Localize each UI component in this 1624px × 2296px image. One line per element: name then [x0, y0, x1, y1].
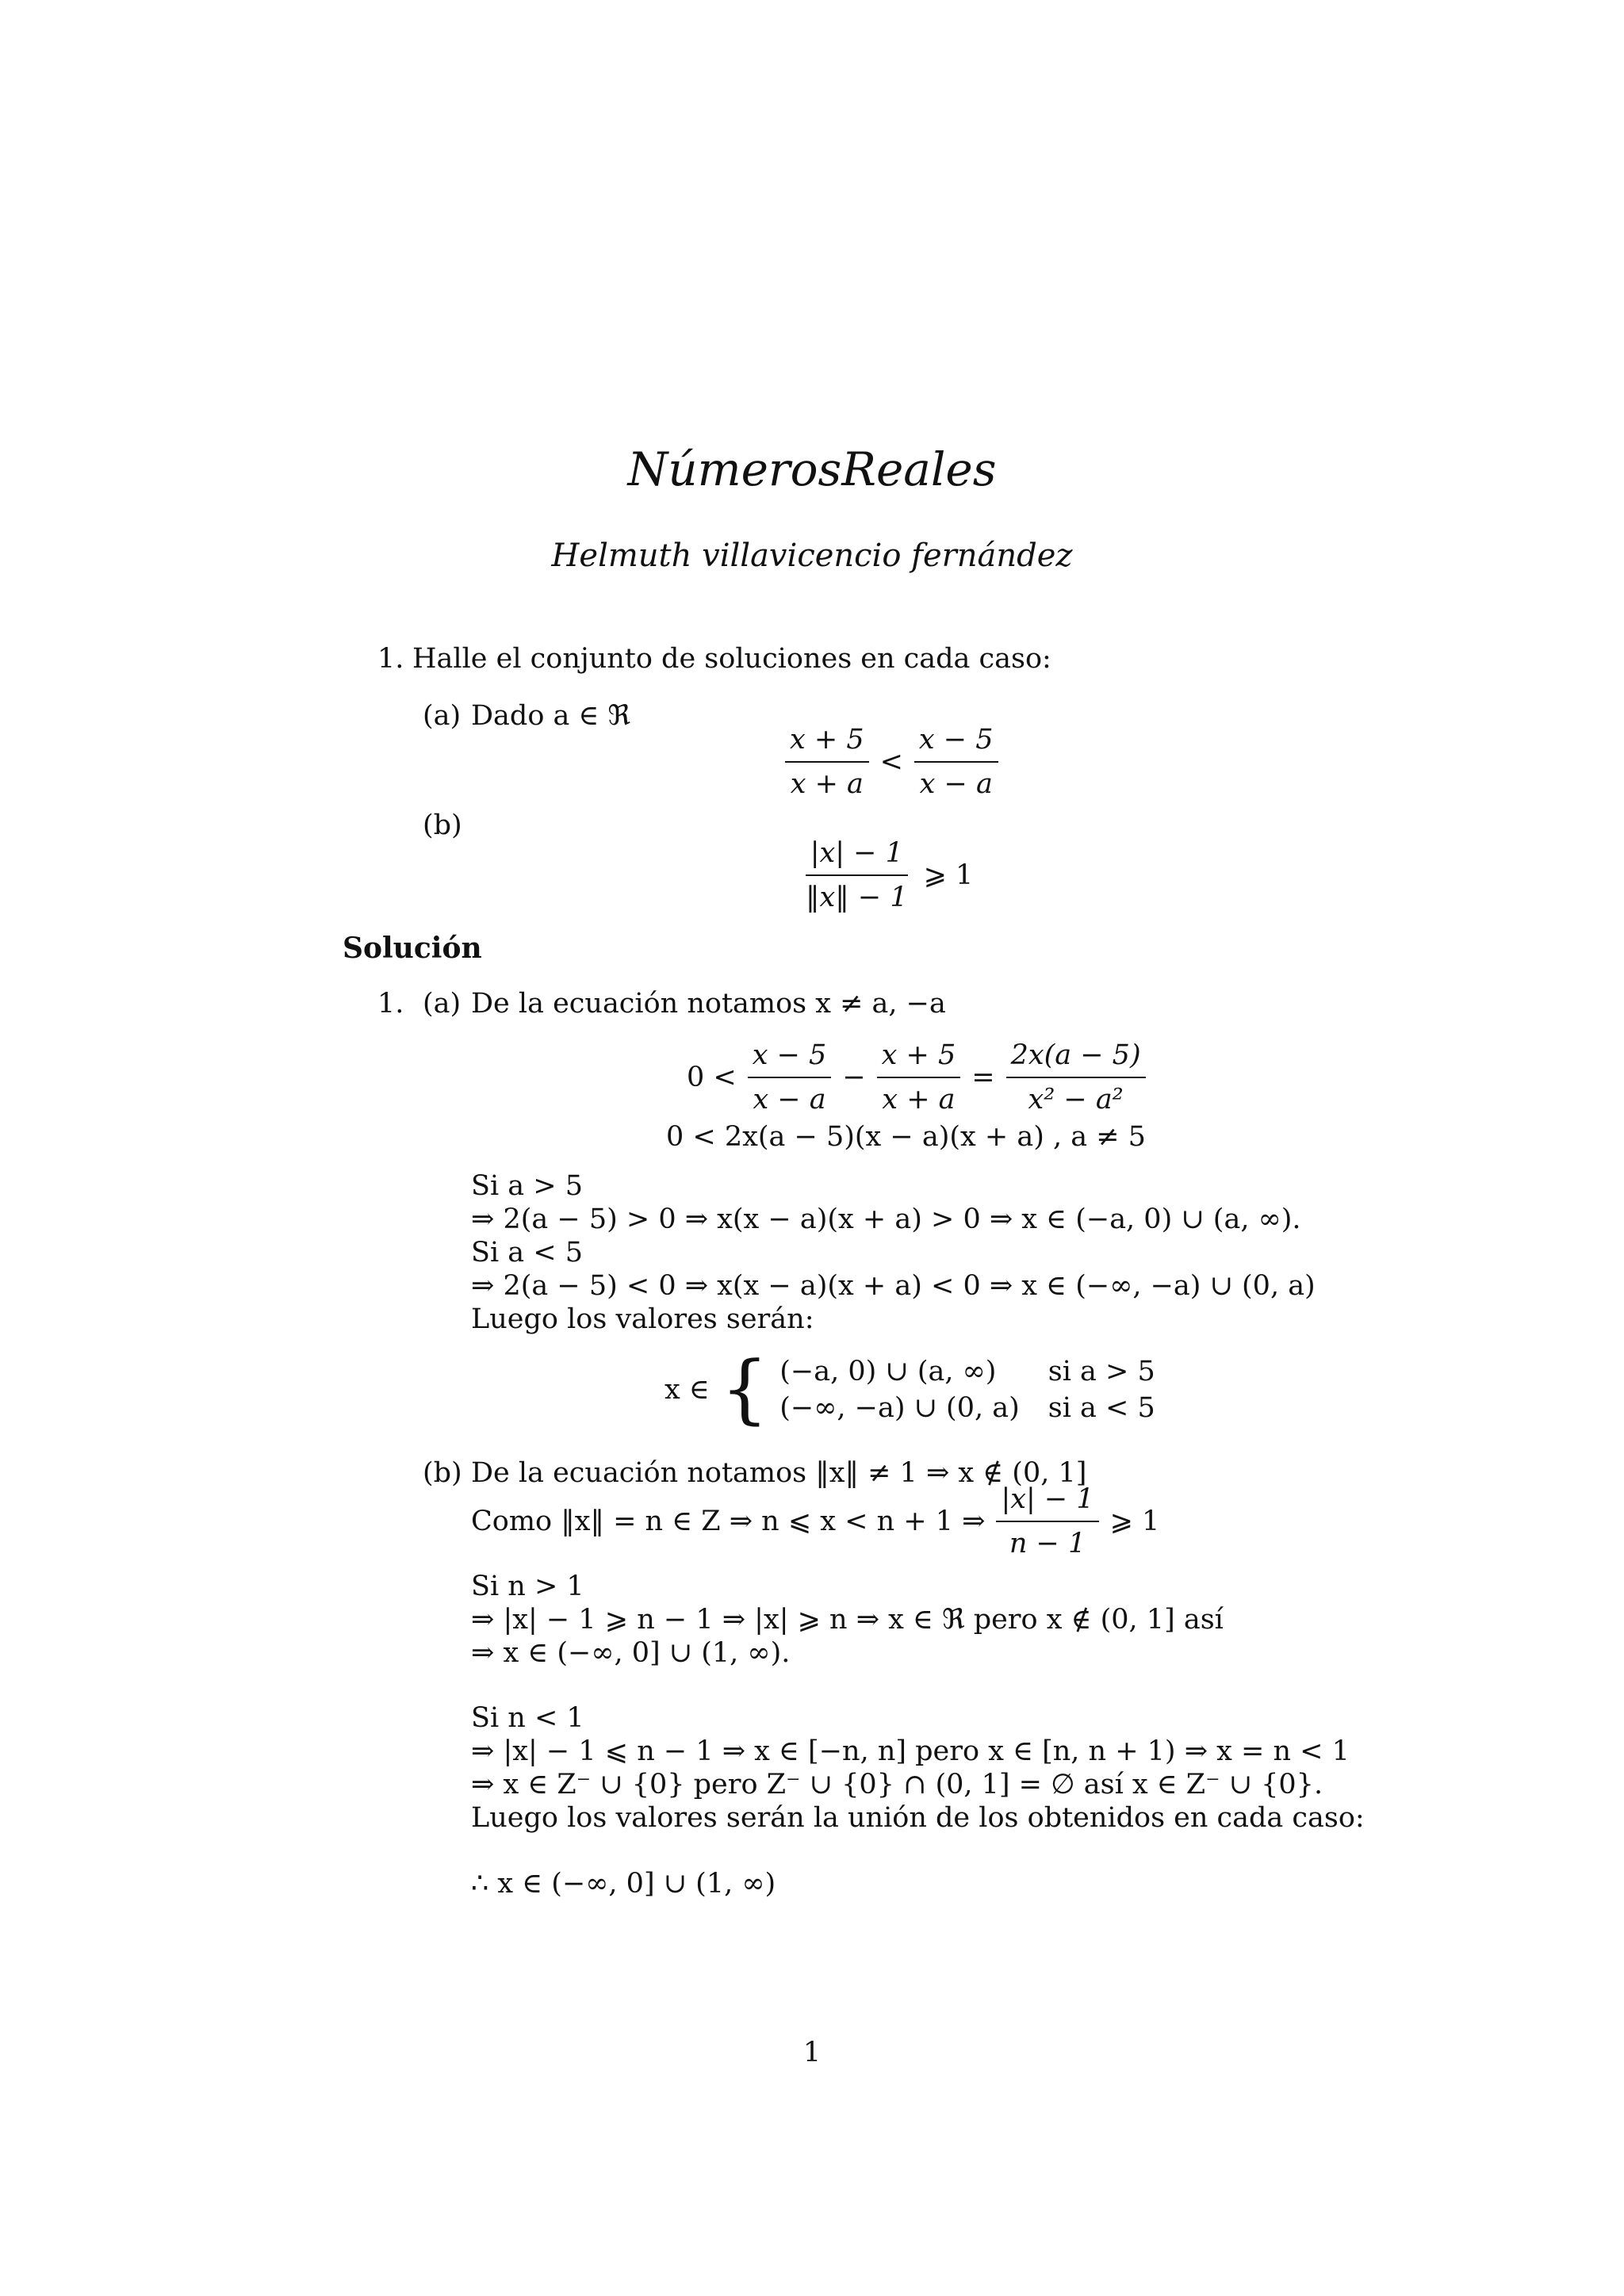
case-2-condition: si a < 5	[1048, 1391, 1155, 1424]
problem-b-label: (b)	[423, 809, 462, 841]
problem-statement: Halle el conjunto de soluciones en cada caso:	[412, 643, 1051, 675]
fraction: $\frac{x + 5}{x + a}$	[785, 723, 869, 801]
solution-b-label: (b)	[423, 1457, 462, 1489]
solution-b-line-5: ⇒ |x| − 1 ⩽ n − 1 ⇒ x ∈ [−n, n] pero x ∈ [n, n + 1) ⇒ x = n < 1	[471, 1735, 1350, 1767]
solution-a-line-1: Si a > 5	[471, 1170, 584, 1202]
solution-a-equation-1: 0 < $\frac{x - 5}{x - a}$ − $\frac{x + 5}{x + a}$ = $\frac{2x(a - 5)}{\text{x² − a²}}$	[687, 1039, 1146, 1116]
solution-b-line-2: ⇒ |x| − 1 ⩾ n − 1 ⇒ |x| ⩾ n ⇒ x ∈ ℜ pero x ∉ (0, 1] así	[471, 1604, 1224, 1636]
solution-b-line-1: Si n > 1	[471, 1571, 584, 1602]
case-2-set: (−∞, −a) ∪ (0, a)	[779, 1391, 1020, 1424]
solution-a-line-4: ⇒ 2(a − 5) < 0 ⇒ x(x − a)(x + a) < 0 ⇒ x ∈ (−∞, −a) ∪ (0, a)	[471, 1270, 1316, 1302]
problem-b-inequality: $\frac{|x| - 1}{‖x‖ - 1}$ ⩾ 1	[801, 836, 973, 914]
solution-a-line-5: Luego los valores serán:	[471, 1303, 814, 1335]
solution-b-line-4: Si n < 1	[471, 1702, 584, 1734]
problem-a-text: Dado a ∈ ℜ	[471, 700, 631, 732]
page-number: 1	[802, 2037, 822, 2068]
problem-number: 1.	[377, 643, 404, 675]
solution-a-line-2: ⇒ 2(a − 5) > 0 ⇒ x(x − a)(x + a) > 0 ⇒ x ∈ (−a, 0) ∪ (a, ∞).	[471, 1203, 1301, 1235]
fraction: $\frac{x + 5}{x + a}$	[877, 1039, 961, 1116]
left-brace-icon: {	[720, 1345, 769, 1433]
cases-table	[779, 1355, 1155, 1425]
fraction: $\frac{x - 5}{x - a}$	[914, 723, 998, 801]
solution-b-line-7: Luego los valores serán la unión de los obtenidos en cada caso:	[471, 1802, 1365, 1834]
solution-a-label: (a)	[423, 988, 462, 1020]
solution-b-como: Como ‖x‖ = n ∈ Z ⇒ n ⩽ x < n + 1 ⇒ $\frac{|x| - 1}{n - 1}$ ⩾ 1	[471, 1483, 1160, 1559]
fraction: $\frac{|x| - 1}{n - 1}$	[996, 1483, 1098, 1560]
solution-a-intro: De la ecuación notamos x ≠ a, −a	[471, 988, 946, 1020]
solution-b-line-6: ⇒ x ∈ Z⁻ ∪ {0} pero Z⁻ ∪ {0} ∩ (0, 1] = ∅ así x ∈ Z⁻ ∪ {0}.	[471, 1769, 1323, 1800]
solution-heading: Solución	[343, 932, 482, 965]
document-author: Helmuth villavicencio fernández	[551, 538, 1073, 574]
fraction: $\frac{x - 5}{x - a}$	[748, 1039, 832, 1116]
solution-conclusion: ∴ x ∈ (−∞, 0] ∪ (1, ∞)	[471, 1868, 776, 1900]
solution-a-equation-2: 0 < 2x(a − 5)(x − a)(x + a) , a ≠ 5	[666, 1121, 1146, 1153]
solution-b-line-3: ⇒ x ∈ (−∞, 0] ∪ (1, ∞).	[471, 1637, 791, 1669]
case-1-condition: si a > 5	[1048, 1355, 1155, 1387]
fraction: $\frac{2x(a - 5)}{\text{x² − a²}}$	[1006, 1039, 1146, 1116]
fraction: $\frac{|x| - 1}{‖x‖ - 1}$	[806, 837, 908, 913]
solution-a-line-3: Si a < 5	[471, 1237, 584, 1269]
solution-number: 1.	[377, 988, 404, 1020]
problem-a-label: (a)	[423, 700, 462, 732]
solution-b-intro: De la ecuación notamos ‖x‖ ≠ 1 ⇒ x ∉ (0, 1]	[471, 1457, 1087, 1489]
document-title: NúmerosReales	[627, 442, 997, 496]
problem-a-inequality: $\frac{x + 5}{x + a}$ < $\frac{x - 5}{x - a}$	[785, 723, 998, 801]
solution-a-cases: x ∈ { (−a, 0) ∪ (a, ∞) si a > 5 (−∞, −a) ∪ (0, a) si a < 5	[665, 1345, 1155, 1433]
case-1-set: (−a, 0) ∪ (a, ∞)	[779, 1355, 997, 1387]
